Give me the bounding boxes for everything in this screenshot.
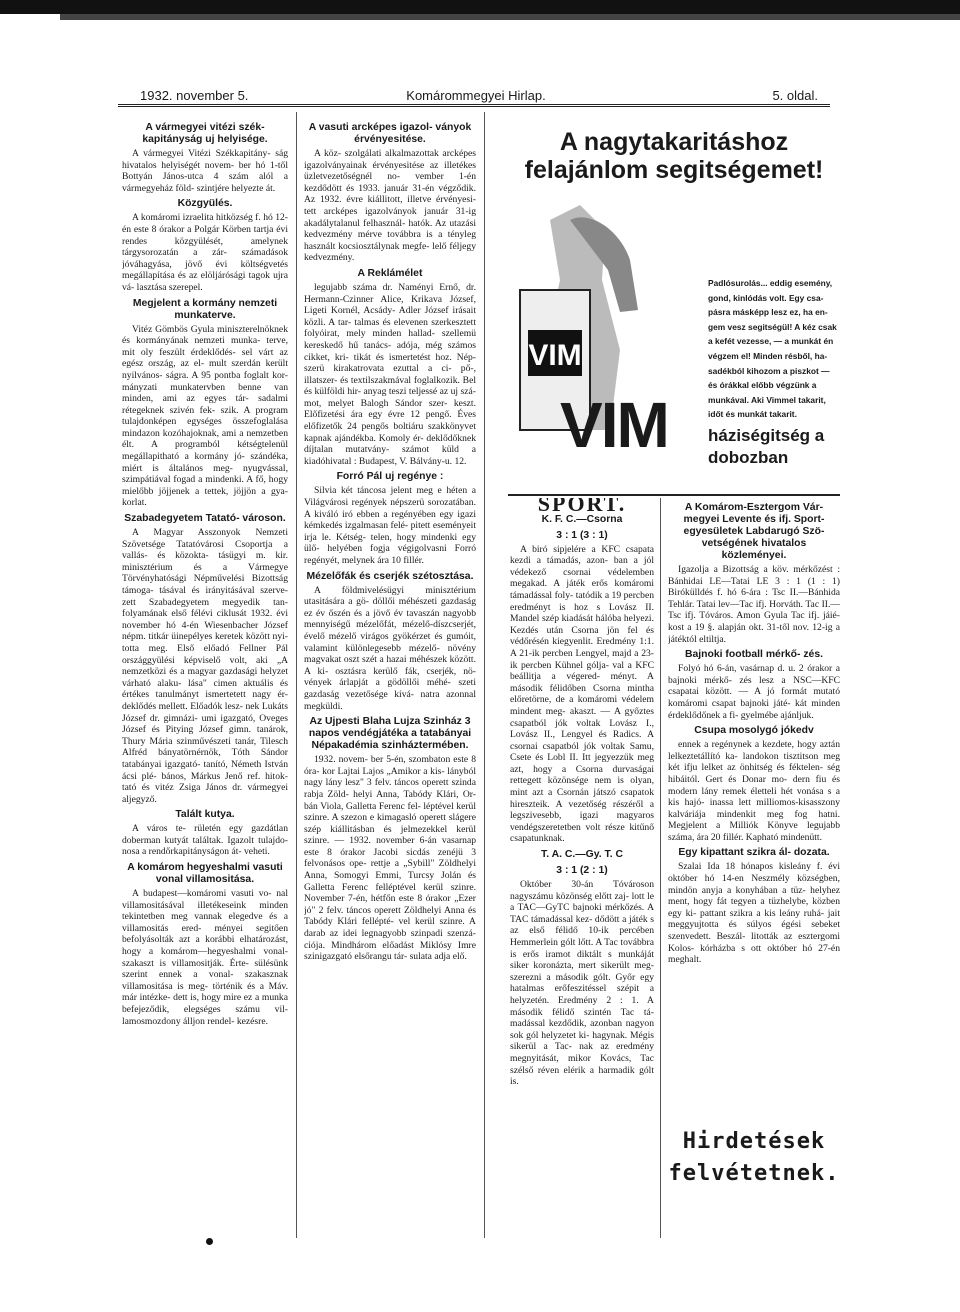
article-title: Az Ujpesti Blaha Lujza Szinház 3 napos vendégjátéka a tatabányai Népakadémia szinháztermében. <box>308 716 472 752</box>
article-text: A komáromi izraelita hitközség f. hó 12-én este 8 órakor a Polgár Körben tartja évi rendes közgyülését, amelynek tárgysorozatán a zár- számadások jóváhagyása, jövő évi költségvetés megállapítása és az elöljárósági tagok ujra vá- lasztása szerepel. <box>122 212 288 293</box>
column-2 <box>304 118 476 1238</box>
article-title: Bajnoki football mérkő- zés. <box>685 649 823 661</box>
article-text: A köz- szolgálati alkalmazottak arcképes igazolványainak érvényesitése az illetékes üzletvezetőségnél no- vember 1-én kezdődött és 1933. január 31-én végződik. Az 1932. évre kiállitott, illetve érvényesi- tett arcképes igazolványok január 31-ig akadálytalanul felhasznál- hatók. Az utazási kedvezmény mérve továbbra is a tényleg használt kocsiosztálynak megfe- lelő féljegy kedvezmény. <box>304 148 476 264</box>
ad-bottom-rule <box>508 494 840 496</box>
article-title: A komárom hegyeshalmi vasuti vonal villamositása. <box>127 862 283 886</box>
article-text: A város te- rületén egy gazdátlan doberman kutyát találtak. Igazolt tulajdo- nosa a rendőrkapitányságon át- veheti. <box>122 823 288 858</box>
match-title: T. A. C.—Gy. T. C <box>541 849 623 861</box>
article-text: legujabb száma dr. Naményi Ernő, dr. Hermann-Czinner Alice, Krikava József, Ligeti Kornél, Acsády- Adler József irásait közli. A tar- talmas és elevenen szerkesztett folyóirat, mely minden hallad- szellemü kereskedő hű tanács- adója, még számos cikket, kri- tikát és ismertetést hoz. Nép- szerü kirakatrovata ezuttal a ci- pő-, illatszer- és textilszakmával foglalkozik. Bel és külföldi hir- anyag teszi teljessé az uj szá- mot, melyet Balogh Sándor szer- keszt. Előfizetési ára egy évre 12 pengő. Éves előfizetők 24 pengős boltiáru szakkönyvet kapnak ajándékba. Komoly ér- deklődőknek díjtalan mutatvány- számot küld a kiadóhivatal : Budapest, V. Bálvány-u. 12. <box>304 281 476 467</box>
sport-column <box>510 498 654 1238</box>
ink-dot <box>206 1238 213 1245</box>
match-title: K. F. C.—Csorna <box>541 513 623 525</box>
vim-ad-text: Padlósurolás... eddig esemény, gond, kinlódás volt. Egy csa- pásra másképp lesz ez, ha en- gem vesz segitségül! A kéz csak a kefét vezesse, — a munkát én végzem el! Minden résből, ha- sadékból kihozom a piszkot — és órákkal előbb végzünk a munkával. Aki Vimmel takarit, időt és munkát takarit. <box>708 278 837 420</box>
article-text: A vármegyei Vitézi Székkapitány- ság hivatalos helyiségét novem- ber hó 1-től Bottyán János-utca 4 szám alól a vármegyeház föld- szintjére helyezte át. <box>122 148 288 194</box>
article-title: Mézelőfák és cserjék szétosztása. <box>306 570 474 582</box>
article-title: Szabadegyetem Tatató- városon. <box>124 513 286 525</box>
scan-top-border-2 <box>60 14 960 20</box>
article-text: ennek a regénynek a kezdete, hogy aztán lelkeztetállító ka- landokon tisztitson meg két ifju lelket az önhitség és féktelen- ség hibáitól. Gert és Donar mo- dern fiu és modern lány remek életteli hét vonása s a kis hajó- inassa lett milliomos-kisasszony kalváriája mindenkit meg fog hatni. Megjelent a Milliók Könyve legujabb száma, ára 20 fillér. Kapható mindenütt. <box>668 739 840 843</box>
newspaper-title: Komárommegyei Hirlap. <box>406 88 546 103</box>
match-report: Október 30-án Tóvároson nagyszámu közönség előtt zaj- lott le a TAC—GyTC bajnoki mérkőzés. A TAC támadással kez- dődött a játék s az első félidő 10-ik percében Hemmerlein gólt lőtt. A Tac továbbra is erős iramot diktált s munkáját siker koronázta, mert sikerült meg- szerezni a második gólt. Győr egy hatalmas erőfeszitéssel szépit a helyzetén. Eredmény 2 : 1. A második félidő szintén Tac tá- madással kezdődik, azonban nagyon sok gól helyzetet ki- hagynak. Mégis sikerül a Tac- nak az eredmény megnyitását, mikor Kovács, Tac szélső réven elérik a harmadik gólt is. <box>510 879 654 1088</box>
article-title: Egy kipattant szikra ál- dozata. <box>678 847 830 859</box>
article-text: Folyó hó 6-án, vasárnap d. u. 2 órakor a bajnoki mérkő- zés lesz a NSC—KFC csapatai között. — A jó formát mutató komáromi csapat bajnoki játé- kát minden érdeklődőnek a fi- gyelmébe ajánljuk. <box>668 663 840 721</box>
header-rule <box>118 104 830 107</box>
match-score: 3 : 1 (2 : 1) <box>556 865 608 877</box>
article-title: A vármegyei vitézi szék- kapitányság uj helyisége. <box>142 122 268 145</box>
match-score: 3 : 1 (3 : 1) <box>556 529 608 541</box>
column-separator <box>660 498 661 1238</box>
column-4 <box>668 498 840 1122</box>
svg-text:VIM: VIM <box>528 339 582 372</box>
article-text: Szalai Ida 18 hónapos kisleány f. évi október hó 14-en Neszmély községben, mindön anyja a konyhában a tüz- helyhez ment, hogy fát tegyen a tüzhelybe, közben egy ki- pattant szikra a kis leány ruhá- jait meggyujtotta és súlyos égési sebeket szenvedett. Beszál- litották az esztergomi Kolos- kórházba s ott október hó 27-én meghalt. <box>668 861 840 966</box>
article-title: Talált kutya. <box>175 809 235 821</box>
column-1 <box>122 118 288 1238</box>
article-title: Megjelent a kormány nemzeti munkaterve. <box>132 297 278 321</box>
article-text: A földmivelésügyi minisztérium utasitására a gö- döllői méhészeti gazdaság ez év őszén és a jövő év tavaszán nagyobb mennyiségű mézelőfát, mézelő-díszcserjét, évelő mézelő virágos gyökérzet és gumóit, valamint különlegesebb mézelő- növény magvakat oszt szét a hazai méhészek között. A ki- osztásra kerülő fák, cserjék, nö- vények árlapját a gödöllői méhé- szeti gazdaság vezetősége kívá- natra azonnal megküldi. <box>304 584 476 712</box>
article-title: Csupa mosolygó jókedv <box>694 725 814 737</box>
article-text: Vitéz Gömbös Gyula miniszterelnöknek és kormányának nemzeti munka- terve, mit oly feszült érdeklődés- sel várt az egész ország, az el- mult szerdán került nyilvános- ságra. A 95 pontba foglalt kor- mányzati munkatervben benne van minden, ami az egyes tár- sadalmi rétegeknek szivén fek- szik. A program tulajdonképen egységes összefoglalása mindazon kozóhajoknak, ami a nemzetben élt. A programból kétségtelenül megállapitható a kormány jó- szándéka, miért is általános meg- nyugvással, szimpátiával fogad a mindenki. A fő, hogy mielőbb jöjjenek a tettek, jöjjön a gya- korlat. <box>122 323 288 509</box>
column-separator <box>484 112 485 1238</box>
scan-top-border <box>0 0 960 14</box>
article-text: 1932. novem- ber 5-én, szombaton este 8 óra- kor Lajtai Lajos „Amikor a kis- lányból nagy lány lesz" 3 felv. táncos operett szinda rabja Zöld- helyi Anna, Tabódy Klári, Or- bán Viola, Galletta Ferenc fel- léptével kerül szinre. A szezon e kimagasló operett slágere szép kiállitásban és jelmezekkel kerül szinre. — 1932. november 6-án vasarnap este 8 órakor Jacobi sicdás zenéjü 3 felvonásos ope- rettje a „Sybill" Zöldhelyi Anna, Somogyi Emmi, Turcsy Jolán és Galletta Ferenc felléptével kerül szinre. November 7-én, hétfőn este 8 órakor „Ezer jó" 2 felv. táncos operett Zöldhelyi Anna és Tabódy Klári fellépté- vel kerül szinre. A darab az idei legnagyobb szinpadi szenzá- ciója. Mindhárom előadást Miklósy Imre szinigazgató elsőrangu tár- sulata adja elő. <box>304 754 476 963</box>
article-title: Forró Pál uj regénye : <box>336 471 444 483</box>
sport-heading: SPORT. <box>537 498 627 516</box>
article-text: A Magyar Asszonyok Nemzeti Szövetsége Tatatóvárosi Csoportja a vallás- és közokta- tásügyi m. kir. minisztérium és a Vármegye Törvényhatósági Népművelési Bizottság támoga- tásával és irányitásával szerve- zett Szabadegyetem megyedik tan- folyamának első félévi ciklusát 1932. évi november hó 4-én Wiesenbacher József népm. titkár üinepélyes keretek között nyi- totta meg. Első előadó Fellner Pál országgyülési képviselő volt, aki „A nemzetközi és a magyar gazdasági helyzet várható alaku- lása" cimen aktuális és értékes tanulmányt ismertetett nagy ér- deklődés mellett. Előadók lesz- nek Lukáts József dr. gimnázi- umi igazgató, Oveges József és Pitying József gimn. tanárok, Thury Mária szinművészeti tanár, Tilesch Alfréd bányatörnérnök, Tóth Sándor tatabányai igazgató- tanító, Németh István ácsi plé- bános, Márkus Jenő ref. hitok- tató és vitéz Zsiga János dr. vármegyei aljegyző. <box>122 527 288 805</box>
article-title: Közgyülés. <box>177 198 233 210</box>
vim-ad-headline: A nagytakaritáshoz felajánlom segitségemet! <box>524 128 824 184</box>
article-text: Igazolja a Bizottság a köv. mérkőzést : Bánhidai LE—Tatai LE 3 : 1 (1 : 1) Birókülldés f. hó 6-ára : Tsc II.—Bánhida Tehlár. Tatai lev—Tac ifj. Horváth. Tac II.—Tsc ifj. Tóváros. Amon Gyula Tac ifj. jáié- kost a 19 §. alapján okt. 31-től nov. 12-ig a játéktól eltiltja. <box>668 564 840 645</box>
article-title: A vasuti arcképes igazol- ványok érvényesitése. <box>308 122 472 145</box>
column-separator <box>296 112 297 1238</box>
article-text: A budapest—komáromi vasuti vo- nal villamositásával illetékeseink minden tekintetben meg vannak elegedve és a villamositás ered- ményei segitően befolyásolták azt a korábbi elhatározást, hogy a komárom—hegyeshalmi vonal- szakaszt is villamositják. Érte- sülésünk szerint ennek a vonal- szakasznak villamositása is meg- történik és a Máv. már intézke- dett is, hogy mire ez a munka befejeződik, elegséges számu vil- lamosmozdony álljon rendel- kezésre. <box>122 888 288 1027</box>
vim-brand: VIM <box>560 389 668 461</box>
article-title: A Reklámélet <box>357 267 423 279</box>
match-report: A biró sipjelére a KFC csapata kezdi a támadás, azon- ban a jól védekező csornai védelemben megakad. A játék erős komáromi támadással foly- tatódik a 19 percben eredményt is hoz s Lovász II. Mandel szép kiadását hálóba helyezi. Kezdés után Csorna jön fel és védőrésén kiegyenlit. Eredmény 1:1. A 21-ik percben Lengyel, majd a 23-ik percben Kühnel gólja- val a KFC beállitja a végered- ményt. A második félidőben Csorna mintha előretörne, de a komáromi védelem mindent meg- akaszt. — A győztes csapatból jók voltak Lovász I., Lovász II., Lengyel és Radics. A csornai csapatból jók voltak Samu, Csete és Lobl II. Itt jegyezzük meg azt, hogy a Csorna durvaságai rettegett közönsége nem is olyan, mint azt a Csornán játszó csapatok hireszteik. A vezetőség részéről a legszivesebb, igazi magyaros vendégszeretetben volt része kitűnő csapatunknak. <box>510 543 654 845</box>
vim-tagline: háziségitség a dobozban <box>708 426 825 467</box>
classified-ads-notice: Hirdetések felvétetnek. <box>668 1129 840 1186</box>
article-text: Silvia két táncosa jelent meg e héten a Világvárosi regények népszerü sorozatában. A kiváló iró ebben a regényében egy igazi kémkedés izgalmasan felé- pitett eseményeit irja le. Kétség- telen, hogy mindenki egy ülő- helyében fogja végigolvasni Forró regényét, melynek ára 10 fillér. <box>304 485 476 566</box>
page-number: 5. oldal. <box>772 88 818 103</box>
article-title: A Komárom-Esztergom Vár- megyei Levente és ifj. Sport- egyesületek Labdarugó Szö- vetségének hivatalos közleményei. <box>683 502 825 561</box>
issue-date: 1932. november 5. <box>140 88 249 103</box>
